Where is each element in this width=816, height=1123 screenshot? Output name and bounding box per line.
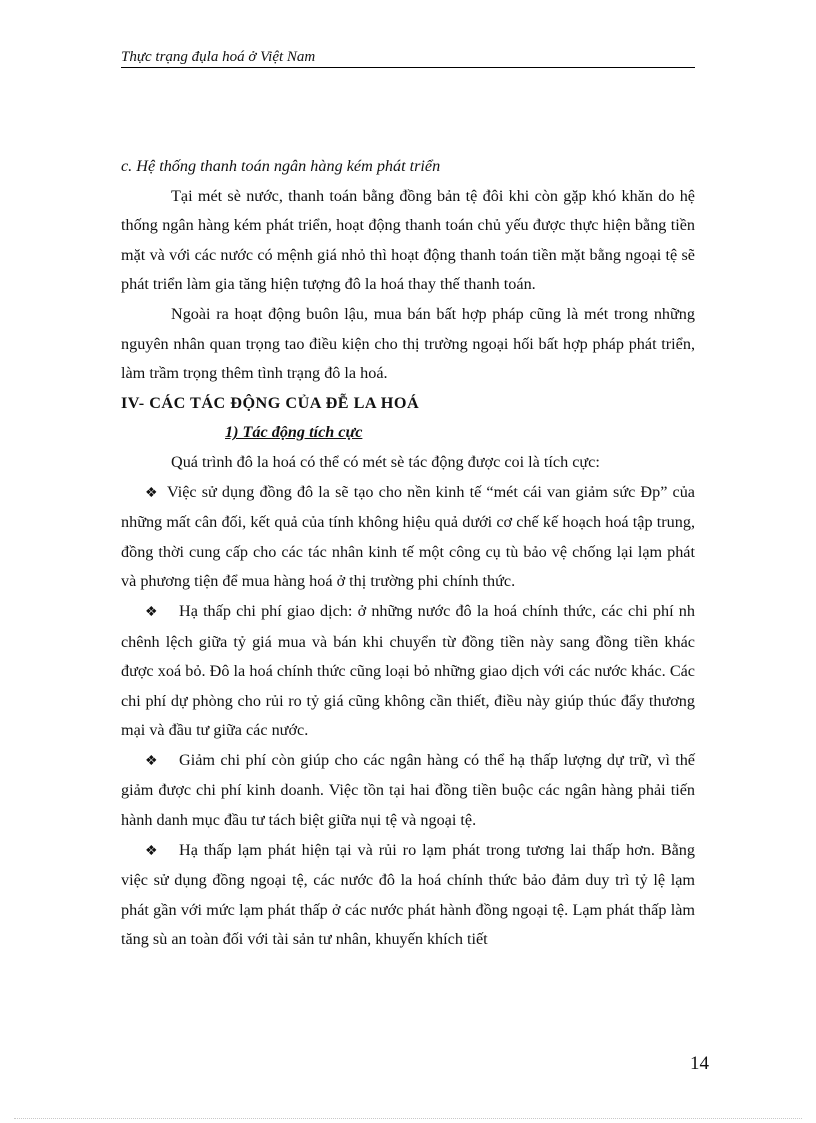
diamond-bullet-icon: ❖ — [145, 485, 158, 501]
section-iv-subheading: 1) Tác động tích cực — [225, 423, 363, 442]
section-iv-heading: IV- CÁC TÁC ĐỘNG CỦA ĐỄ LA HOÁ — [121, 393, 420, 412]
bullet-text: Hạ thấp chi phí giao dịch: ở những nước đô la hoá chính thức, các chi phí nh chênh lệch giữa tỷ giá mua và bán khi chuyển từ đồng tiền này sang đồng tiền khác được xoá bỏ. Đô la hoá chính thức cũng loại bỏ những giao dịch với các nước khác. Các chi phí dự phòng cho rủi ro tỷ giá cũng không cần thiết, điều này giúp thúc đẩy thương mại và đầu tư giữa các nước. — [121, 601, 695, 740]
bullet-item-2 — [121, 597, 695, 746]
page-bottom-divider — [14, 1118, 802, 1119]
bullet-text: Hạ thấp lạm phát hiện tại và rủi ro lạm phát trong tương lai thấp hơn. Bằng việc sử dụng đồng ngoại tệ, các nước đô la hoá chính thức bảo đảm duy trì tỷ lệ lạm phát gần với mức lạm phát thấp ở các nước phát hành đồng ngoại tệ. Lạm phát thấp làm tăng sù an toàn đối với tài sản tư nhân, khuyến khích tiết — [121, 840, 695, 949]
diamond-bullet-icon: ❖ — [145, 843, 158, 859]
running-header — [121, 48, 695, 68]
diamond-bullet-icon: ❖ — [145, 604, 158, 620]
section-iv-intro: Quá trình đô la hoá có thể có mét sè tác động được coi là tích cực: — [171, 452, 600, 471]
bullet-item-4 — [121, 836, 695, 955]
running-title: Thực trạng đụla hoá ở Việt Nam — [121, 49, 316, 65]
bullet-text: Giảm chi phí còn giúp cho các ngân hàng có thể hạ thấp lượng dự trữ, vì thế giảm được chi phí kinh doanh. Việc tồn tại hai đồng tiền buộc các ngân hàng phải tiến hành danh mục đầu tư tách biệt giữa nụi tệ và ngoại tệ. — [121, 750, 695, 830]
section-c-paragraph-2: Ngoài ra hoạt động buôn lậu, mua bán bất hợp pháp cũng là mét trong những nguyên nhân quan trọng tao điều kiện cho thị trường ngoại hối bất hợp pháp phát triển, làm trầm trọng thêm tình trạng đô la hoá. — [121, 304, 695, 383]
page-body — [121, 152, 695, 955]
section-c-heading: c. Hệ thống thanh toán ngân hàng kém phát triển — [121, 157, 441, 175]
diamond-bullet-icon: ❖ — [145, 753, 158, 769]
section-c-paragraph-1: Tại mét sè nước, thanh toán bằng đồng bản tệ đôi khi còn gặp khó khăn do hệ thống ngân hàng kém phát triển, hoạt động thanh toán chủ yếu được thực hiện bằng tiền mặt và với các nước có mệnh giá nhỏ thì hoạt động thanh toán tiền mặt bằng ngoại tệ sẽ phát triển làm gia tăng hiện tượng đô la hoá thay thế thanh toán. — [121, 186, 695, 294]
bullet-text: Việc sử dụng đồng đô la sẽ tạo cho nền kinh tế “mét cái van giảm sức Ðp” của những mất cân đối, kết quả của tính không hiệu quả dưới cơ chế kế hoạch hoá tập trung, đồng thời cung cấp cho các tác nhân kinh tế một công cụ tù bảo vệ chống lại lạm phát và phương tiện để mua hàng hoá ở thị trường phi chính thức. — [121, 482, 695, 591]
page-number: 14 — [690, 1053, 709, 1074]
bullet-item-3 — [121, 746, 695, 836]
bullet-item-1 — [121, 478, 695, 597]
